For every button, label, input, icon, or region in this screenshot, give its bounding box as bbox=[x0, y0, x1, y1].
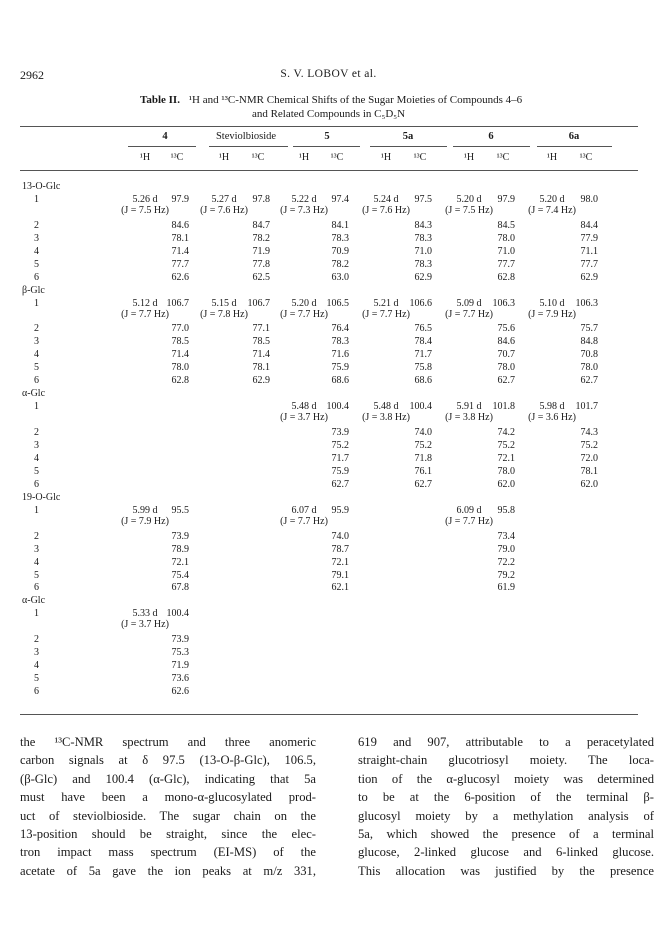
text-line: uct of steviolbioside. The sugar chain on the bbox=[20, 808, 316, 823]
carbon-position: 2 bbox=[34, 427, 39, 439]
carbon-shift: 67.8 bbox=[171, 582, 189, 594]
carbon-shift: 78.3 bbox=[414, 232, 432, 244]
carbon-shift: 78.3 bbox=[331, 232, 349, 244]
carbon-shift: 71.8 bbox=[414, 452, 432, 464]
carbon-shift: 77.9 bbox=[580, 232, 598, 244]
carbon-shift: 84.5 bbox=[497, 219, 515, 231]
carbon-shift: 68.6 bbox=[414, 375, 432, 387]
proton-shift: 5.98 d bbox=[539, 401, 565, 413]
nucleus-header: ¹³C bbox=[496, 152, 510, 163]
carbon-shift: 78.0 bbox=[497, 465, 515, 477]
proton-shift: 5.48 d bbox=[373, 401, 399, 413]
carbon-shift: 78.3 bbox=[331, 336, 349, 348]
text-line: 5a, which showed the presence of a terminal bbox=[358, 826, 654, 841]
carbon-shift: 70.7 bbox=[497, 349, 515, 361]
carbon-shift: 71.1 bbox=[580, 245, 598, 257]
carbon-shift: 84.6 bbox=[497, 336, 515, 348]
body-text-right bbox=[358, 733, 654, 880]
nucleus-header: ¹³C bbox=[251, 152, 265, 163]
proton-shift: 6.09 d bbox=[456, 504, 482, 516]
carbon-shift: 78.0 bbox=[497, 362, 515, 374]
carbon-shift: 84.4 bbox=[580, 219, 598, 231]
carbon-position: 5 bbox=[34, 465, 39, 477]
carbon-shift: 62.8 bbox=[171, 375, 189, 387]
coupling-constant: (J = 7.7 Hz) bbox=[121, 308, 169, 320]
carbon-shift: 62.1 bbox=[331, 582, 349, 594]
compound-header: Steviolbioside bbox=[215, 131, 277, 142]
proton-shift: 5.27 d bbox=[211, 193, 237, 205]
carbon-shift: 95.8 bbox=[497, 504, 515, 516]
running-head: S. V. LOBOV et al. bbox=[280, 68, 377, 80]
nucleus-header: ¹H bbox=[380, 152, 392, 163]
carbon-shift: 71.6 bbox=[331, 349, 349, 361]
table-rule bbox=[537, 146, 612, 147]
coupling-constant: (J = 7.3 Hz) bbox=[280, 204, 328, 216]
text-line: carbon signals at δ 97.5 (13-O-β-Glc), 106.5, bbox=[20, 753, 316, 768]
nucleus-header: ¹H bbox=[139, 152, 151, 163]
carbon-position: 6 bbox=[34, 686, 39, 698]
carbon-shift: 68.6 bbox=[331, 375, 349, 387]
carbon-position: 2 bbox=[34, 219, 39, 231]
coupling-constant: (J = 3.7 Hz) bbox=[280, 412, 328, 424]
carbon-shift: 97.4 bbox=[331, 193, 349, 205]
carbon-shift: 78.2 bbox=[331, 258, 349, 270]
carbon-shift: 62.9 bbox=[414, 271, 432, 283]
carbon-shift: 75.9 bbox=[331, 362, 349, 374]
carbon-shift: 84.3 bbox=[414, 219, 432, 231]
compound-header: 4 bbox=[162, 131, 168, 142]
carbon-shift: 62.7 bbox=[497, 375, 515, 387]
carbon-shift: 78.5 bbox=[171, 336, 189, 348]
carbon-position: 2 bbox=[34, 530, 39, 542]
carbon-shift: 106.3 bbox=[492, 297, 515, 309]
carbon-shift: 78.7 bbox=[331, 543, 349, 555]
text-line: tron impact mass spectrum (EI-MS) of the bbox=[20, 845, 316, 860]
carbon-shift: 84.8 bbox=[580, 336, 598, 348]
text-line: glucose, 2-linked glucose and 6-linked glucose. bbox=[358, 845, 654, 860]
carbon-shift: 72.2 bbox=[497, 556, 515, 568]
carbon-shift: 97.8 bbox=[252, 193, 270, 205]
carbon-shift: 76.4 bbox=[331, 323, 349, 335]
body-text-left bbox=[20, 733, 316, 880]
proton-shift: 5.09 d bbox=[456, 297, 482, 309]
carbon-shift: 70.8 bbox=[580, 349, 598, 361]
carbon-shift: 101.8 bbox=[492, 401, 515, 413]
carbon-shift: 75.6 bbox=[497, 323, 515, 335]
carbon-shift: 100.4 bbox=[166, 608, 189, 620]
carbon-shift: 77.7 bbox=[580, 258, 598, 270]
sugar-label: 13-O-Glc bbox=[22, 181, 61, 192]
coupling-constant: (J = 7.9 Hz) bbox=[121, 515, 169, 527]
text-line: This allocation was justified by the presence bbox=[358, 863, 654, 878]
carbon-shift: 72.1 bbox=[497, 452, 515, 464]
carbon-shift: 95.9 bbox=[331, 504, 349, 516]
carbon-shift: 71.9 bbox=[171, 660, 189, 672]
nucleus-header: ¹H bbox=[218, 152, 230, 163]
carbon-shift: 79.0 bbox=[497, 543, 515, 555]
carbon-position: 5 bbox=[34, 258, 39, 270]
carbon-shift: 106.6 bbox=[409, 297, 432, 309]
carbon-shift: 78.3 bbox=[414, 258, 432, 270]
carbon-shift: 70.9 bbox=[331, 245, 349, 257]
carbon-shift: 71.7 bbox=[414, 349, 432, 361]
text-line: 619 and 907, attributable to a peracetylated bbox=[358, 735, 654, 749]
carbon-shift: 62.9 bbox=[580, 271, 598, 283]
carbon-shift: 77.7 bbox=[171, 258, 189, 270]
coupling-constant: (J = 7.7 Hz) bbox=[445, 308, 493, 320]
carbon-shift: 76.5 bbox=[414, 323, 432, 335]
carbon-shift: 74.3 bbox=[580, 427, 598, 439]
carbon-shift: 97.9 bbox=[171, 193, 189, 205]
proton-shift: 5.24 d bbox=[373, 193, 399, 205]
carbon-shift: 62.7 bbox=[331, 478, 349, 490]
coupling-constant: (J = 7.5 Hz) bbox=[445, 204, 493, 216]
carbon-position: 1 bbox=[34, 193, 39, 205]
table-rule bbox=[370, 146, 447, 147]
coupling-constant: (J = 7.6 Hz) bbox=[200, 204, 248, 216]
carbon-shift: 78.4 bbox=[414, 336, 432, 348]
carbon-shift: 78.1 bbox=[171, 232, 189, 244]
carbon-position: 2 bbox=[34, 634, 39, 646]
carbon-shift: 106.7 bbox=[247, 297, 270, 309]
carbon-shift: 78.0 bbox=[580, 362, 598, 374]
table-rule bbox=[20, 170, 638, 171]
proton-shift: 5.20 d bbox=[539, 193, 565, 205]
proton-shift: 5.33 d bbox=[132, 608, 158, 620]
carbon-shift: 73.4 bbox=[497, 530, 515, 542]
carbon-shift: 98.0 bbox=[580, 193, 598, 205]
table-rule bbox=[20, 714, 638, 715]
carbon-shift: 62.6 bbox=[171, 271, 189, 283]
carbon-shift: 106.3 bbox=[575, 297, 598, 309]
proton-shift: 5.48 d bbox=[291, 401, 317, 413]
caption-label: Table II. bbox=[140, 94, 180, 106]
carbon-position: 6 bbox=[34, 375, 39, 387]
carbon-shift: 84.7 bbox=[252, 219, 270, 231]
text-line: must have been a mono-α-glucosylated prod- bbox=[20, 790, 316, 805]
carbon-shift: 75.7 bbox=[580, 323, 598, 335]
carbon-shift: 106.7 bbox=[166, 297, 189, 309]
table-rule bbox=[453, 146, 530, 147]
proton-shift: 5.20 d bbox=[291, 297, 317, 309]
carbon-position: 1 bbox=[34, 297, 39, 309]
coupling-constant: (J = 3.6 Hz) bbox=[528, 412, 576, 424]
coupling-constant: (J = 7.4 Hz) bbox=[528, 204, 576, 216]
text-line: straight-chain glucotriosyl moiety. The loca- bbox=[358, 753, 654, 768]
carbon-shift: 78.0 bbox=[497, 232, 515, 244]
proton-shift: 5.10 d bbox=[539, 297, 565, 309]
coupling-constant: (J = 7.7 Hz) bbox=[280, 515, 328, 527]
proton-shift: 5.22 d bbox=[291, 193, 317, 205]
carbon-shift: 62.7 bbox=[414, 478, 432, 490]
page-number: 2962 bbox=[20, 68, 44, 82]
carbon-position: 3 bbox=[34, 232, 39, 244]
carbon-position: 5 bbox=[34, 569, 39, 581]
coupling-constant: (J = 3.7 Hz) bbox=[121, 619, 169, 631]
coupling-constant: (J = 7.7 Hz) bbox=[280, 308, 328, 320]
carbon-shift: 78.1 bbox=[252, 362, 270, 374]
sugar-label: 19-O-Glc bbox=[22, 491, 61, 503]
sugar-label: α-Glc bbox=[22, 595, 46, 607]
coupling-constant: (J = 7.7 Hz) bbox=[445, 515, 493, 527]
text-line: glucosyl moiety by a methylation analysis of bbox=[358, 808, 654, 823]
carbon-shift: 77.7 bbox=[497, 258, 515, 270]
carbon-shift: 61.9 bbox=[497, 582, 515, 594]
carbon-shift: 97.9 bbox=[497, 193, 515, 205]
nucleus-header: ¹³C bbox=[330, 152, 344, 163]
nucleus-header: ¹H bbox=[463, 152, 475, 163]
carbon-shift: 63.0 bbox=[331, 271, 349, 283]
coupling-constant: (J = 7.6 Hz) bbox=[362, 204, 410, 216]
carbon-shift: 71.9 bbox=[252, 245, 270, 257]
coupling-constant: (J = 3.8 Hz) bbox=[445, 412, 493, 424]
carbon-shift: 78.5 bbox=[252, 336, 270, 348]
carbon-shift: 75.8 bbox=[414, 362, 432, 374]
carbon-position: 3 bbox=[34, 440, 39, 451]
carbon-position: 4 bbox=[34, 660, 39, 672]
sugar-label: β-Glc bbox=[22, 284, 45, 296]
carbon-shift: 72.0 bbox=[580, 452, 598, 464]
nucleus-header: ¹³C bbox=[413, 152, 427, 163]
carbon-shift: 73.9 bbox=[171, 530, 189, 542]
carbon-position: 6 bbox=[34, 271, 39, 283]
carbon-position: 1 bbox=[34, 401, 39, 413]
carbon-shift: 75.2 bbox=[331, 440, 349, 451]
carbon-shift: 84.6 bbox=[171, 219, 189, 231]
carbon-shift: 100.4 bbox=[409, 401, 432, 413]
carbon-shift: 74.2 bbox=[497, 427, 515, 439]
carbon-shift: 74.0 bbox=[414, 427, 432, 439]
compound-header: 5 bbox=[324, 131, 330, 142]
carbon-shift: 106.5 bbox=[326, 297, 349, 309]
carbon-shift: 71.0 bbox=[414, 245, 432, 257]
nucleus-header: ¹³C bbox=[579, 152, 593, 163]
caption-title: ¹H and ¹³C-NMR Chemical Shifts of the Sugar Moieties of Compounds 4–6 bbox=[188, 94, 523, 106]
carbon-shift: 74.0 bbox=[331, 530, 349, 542]
compound-header: 5a bbox=[402, 131, 414, 142]
carbon-shift: 71.4 bbox=[171, 245, 189, 257]
carbon-shift: 78.2 bbox=[252, 232, 270, 244]
text-line: the ¹³C-NMR spectrum and three anomeric bbox=[20, 735, 316, 749]
table-rule bbox=[128, 146, 196, 147]
carbon-shift: 71.0 bbox=[497, 245, 515, 257]
proton-shift: 5.20 d bbox=[456, 193, 482, 205]
carbon-shift: 62.8 bbox=[497, 271, 515, 283]
carbon-position: 2 bbox=[34, 323, 39, 335]
carbon-shift: 79.1 bbox=[331, 569, 349, 581]
carbon-shift: 101.7 bbox=[575, 401, 598, 413]
carbon-position: 4 bbox=[34, 556, 39, 568]
text-line: tion of the α-glucosyl moiety was determined bbox=[358, 771, 654, 786]
carbon-position: 3 bbox=[34, 336, 39, 348]
carbon-position: 6 bbox=[34, 582, 39, 594]
carbon-shift: 62.6 bbox=[171, 686, 189, 698]
carbon-shift: 73.6 bbox=[171, 673, 189, 685]
text-line: (β-Glc) and 100.4 (α-Glc), indicating that 5a bbox=[20, 771, 316, 786]
coupling-constant: (J = 7.7 Hz) bbox=[362, 308, 410, 320]
carbon-position: 4 bbox=[34, 349, 39, 361]
carbon-shift: 95.5 bbox=[171, 504, 189, 516]
text-line: 13-position should be straight, since the elec- bbox=[20, 826, 316, 841]
nucleus-header: ¹H bbox=[546, 152, 558, 163]
carbon-shift: 71.7 bbox=[331, 452, 349, 464]
carbon-shift: 75.4 bbox=[171, 569, 189, 581]
text-line: acetate of 5a gave the ion peaks at m/z 331, bbox=[20, 863, 316, 878]
carbon-shift: 77.0 bbox=[171, 323, 189, 335]
proton-shift: 6.07 d bbox=[291, 504, 317, 516]
coupling-constant: (J = 7.5 Hz) bbox=[121, 204, 169, 216]
carbon-position: 6 bbox=[34, 478, 39, 490]
sugar-label: α-Glc bbox=[22, 388, 46, 400]
proton-shift: 5.91 d bbox=[456, 401, 482, 413]
carbon-shift: 77.8 bbox=[252, 258, 270, 270]
carbon-position: 1 bbox=[34, 608, 39, 620]
carbon-shift: 62.7 bbox=[580, 375, 598, 387]
coupling-constant: (J = 7.8 Hz) bbox=[200, 308, 248, 320]
carbon-shift: 77.1 bbox=[252, 323, 270, 335]
carbon-shift: 62.5 bbox=[252, 271, 270, 283]
table-rule bbox=[20, 126, 638, 127]
carbon-shift: 75.2 bbox=[580, 440, 598, 451]
carbon-position: 3 bbox=[34, 647, 39, 659]
carbon-shift: 62.0 bbox=[497, 478, 515, 490]
compound-header: 6 bbox=[488, 131, 494, 142]
carbon-shift: 62.9 bbox=[252, 375, 270, 387]
carbon-shift: 75.2 bbox=[497, 440, 515, 451]
carbon-shift: 75.9 bbox=[331, 465, 349, 477]
carbon-shift: 72.1 bbox=[171, 556, 189, 568]
carbon-position: 1 bbox=[34, 504, 39, 516]
table-rule bbox=[209, 146, 288, 147]
carbon-shift: 73.9 bbox=[331, 427, 349, 439]
carbon-shift: 76.1 bbox=[414, 465, 432, 477]
carbon-position: 5 bbox=[34, 362, 39, 374]
caption-line-2: and Related Compounds in C₅D₅N bbox=[251, 108, 406, 120]
carbon-shift: 78.9 bbox=[171, 543, 189, 555]
carbon-shift: 62.0 bbox=[580, 478, 598, 490]
text-line: to be at the 6-position of the terminal β- bbox=[358, 790, 654, 805]
carbon-shift: 84.1 bbox=[331, 219, 349, 231]
carbon-position: 5 bbox=[34, 673, 39, 685]
carbon-shift: 75.3 bbox=[171, 647, 189, 659]
proton-shift: 5.99 d bbox=[132, 504, 158, 516]
carbon-position: 3 bbox=[34, 543, 39, 555]
carbon-position: 4 bbox=[34, 452, 39, 464]
carbon-shift: 78.0 bbox=[171, 362, 189, 374]
carbon-shift: 78.1 bbox=[580, 465, 598, 477]
carbon-position: 4 bbox=[34, 245, 39, 257]
carbon-shift: 72.1 bbox=[331, 556, 349, 568]
proton-shift: 5.15 d bbox=[211, 297, 237, 309]
nucleus-header: ¹³C bbox=[170, 152, 184, 163]
proton-shift: 5.26 d bbox=[132, 193, 158, 205]
compound-header: 6a bbox=[568, 131, 580, 142]
carbon-shift: 71.4 bbox=[252, 349, 270, 361]
carbon-shift: 71.4 bbox=[171, 349, 189, 361]
coupling-constant: (J = 3.8 Hz) bbox=[362, 412, 410, 424]
proton-shift: 5.12 d bbox=[132, 297, 158, 309]
table-rule bbox=[293, 146, 360, 147]
carbon-shift: 97.5 bbox=[414, 193, 432, 205]
proton-shift: 5.21 d bbox=[373, 297, 399, 309]
carbon-shift: 73.9 bbox=[171, 634, 189, 646]
nucleus-header: ¹H bbox=[298, 152, 310, 163]
carbon-shift: 79.2 bbox=[497, 569, 515, 581]
carbon-shift: 100.4 bbox=[326, 401, 349, 413]
coupling-constant: (J = 7.9 Hz) bbox=[528, 308, 576, 320]
carbon-shift: 75.2 bbox=[414, 440, 432, 451]
